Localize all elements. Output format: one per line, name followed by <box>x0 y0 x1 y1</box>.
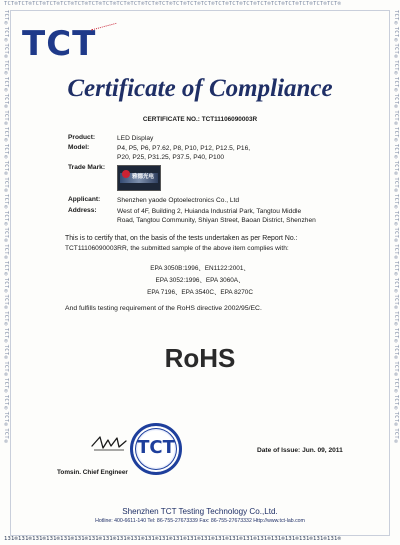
certificate-number: CERTIFICATE NO.: TCT11106090003R <box>142 116 258 123</box>
product-label: Product: <box>68 134 96 141</box>
rohs-directive-text: And fulfills testing requirement of the RoHS directive 2002/95/EC. <box>65 305 262 312</box>
tct-logo: TCT <box>22 24 97 64</box>
border-bottom-pattern: 131®131®131®131®131®131®131®131®131®131®131®131®131®131®131®131®131®131®131®131®131®131®131®131® <box>4 536 342 542</box>
certify-line1: This is to certify that, on the basis of the tests undertaken as per Report No.: <box>65 235 298 242</box>
border-right-pattern: TCT®TCT®TCT®TCT®TCT®TCT®TCT®TCT®TCT®TCT®TCT®TCT®TCT®TCT®TCT®TCT®TCT®TCT®TCT®TCT®TCT®TCT®TCT®TCT®TCT®TCT® <box>393 10 399 446</box>
signature-mark <box>90 432 130 454</box>
trademark-label: Trade Mark: <box>68 164 106 171</box>
epa-line3: EPA 7196、EPA 3540C、EPA 8270C <box>147 289 253 296</box>
seal-text: TCT <box>137 437 175 458</box>
footer-contact: Hotline: 400-6611-140 Tel: 86-755-27673339 Fax: 86-755-27673332 Http://www.tct-lab.com <box>95 518 305 524</box>
applicant-value: Shenzhen yaode Optoelectronics Co., Ltd <box>117 197 240 204</box>
epa-line1: EPA 3050B:1996、EN1122:2001、 <box>150 265 250 272</box>
address-label: Address: <box>68 207 97 214</box>
address-line1: West of 4F, Building 2, Huianda Industrial Park, Tangtou Middle <box>117 208 302 215</box>
certify-line2: TCT11106090003RR, the submitted sample of the above item complies with: <box>65 245 289 252</box>
footer-company: Shenzhen TCT Testing Technology Co.,Ltd. <box>122 507 278 516</box>
tct-seal <box>130 423 182 475</box>
model-value-line2: P20, P25, P31.25, P37.5, P40, P100 <box>117 154 225 161</box>
epa-line2: EPA 3052:1996、EPA 3060A、 <box>155 277 245 284</box>
address-line2: Road, Tangtou Community, Shiyan Street, Baoan District, Shenzhen <box>117 217 316 224</box>
engineer-signature-label: Tomsin. Chief Engineer <box>57 469 128 476</box>
border-left-pattern: TCT®TCT®TCT®TCT®TCT®TCT®TCT®TCT®TCT®TCT®TCT®TCT®TCT®TCT®TCT®TCT®TCT®TCT®TCT®TCT®TCT®TCT®TCT®TCT®TCT®TCT® <box>3 10 9 446</box>
date-of-issue: Date of Issue: Jun. 09, 2011 <box>257 447 343 454</box>
trademark-text: 雅德光电 <box>132 174 155 180</box>
model-value-line1: P4, P5, P6, P7.62, P8, P10, P12, P12.5, P16, <box>117 145 251 152</box>
border-top-pattern: TCT®TCT®TCT®TCT®TCT®TCT®TCT®TCT®TCT®TCT®TCT®TCT®TCT®TCT®TCT®TCT®TCT®TCT®TCT®TCT®TCT®TCT®TCT®TCT® <box>4 1 342 7</box>
model-label: Model: <box>68 144 90 151</box>
product-value: LED Display <box>117 135 154 142</box>
applicant-label: Applicant: <box>68 196 101 203</box>
trademark-mark-icon <box>122 170 130 178</box>
rohs-mark: RoHS <box>164 343 236 373</box>
trademark-logo <box>117 165 161 191</box>
certificate-title: Certificate of Compliance <box>67 75 333 102</box>
